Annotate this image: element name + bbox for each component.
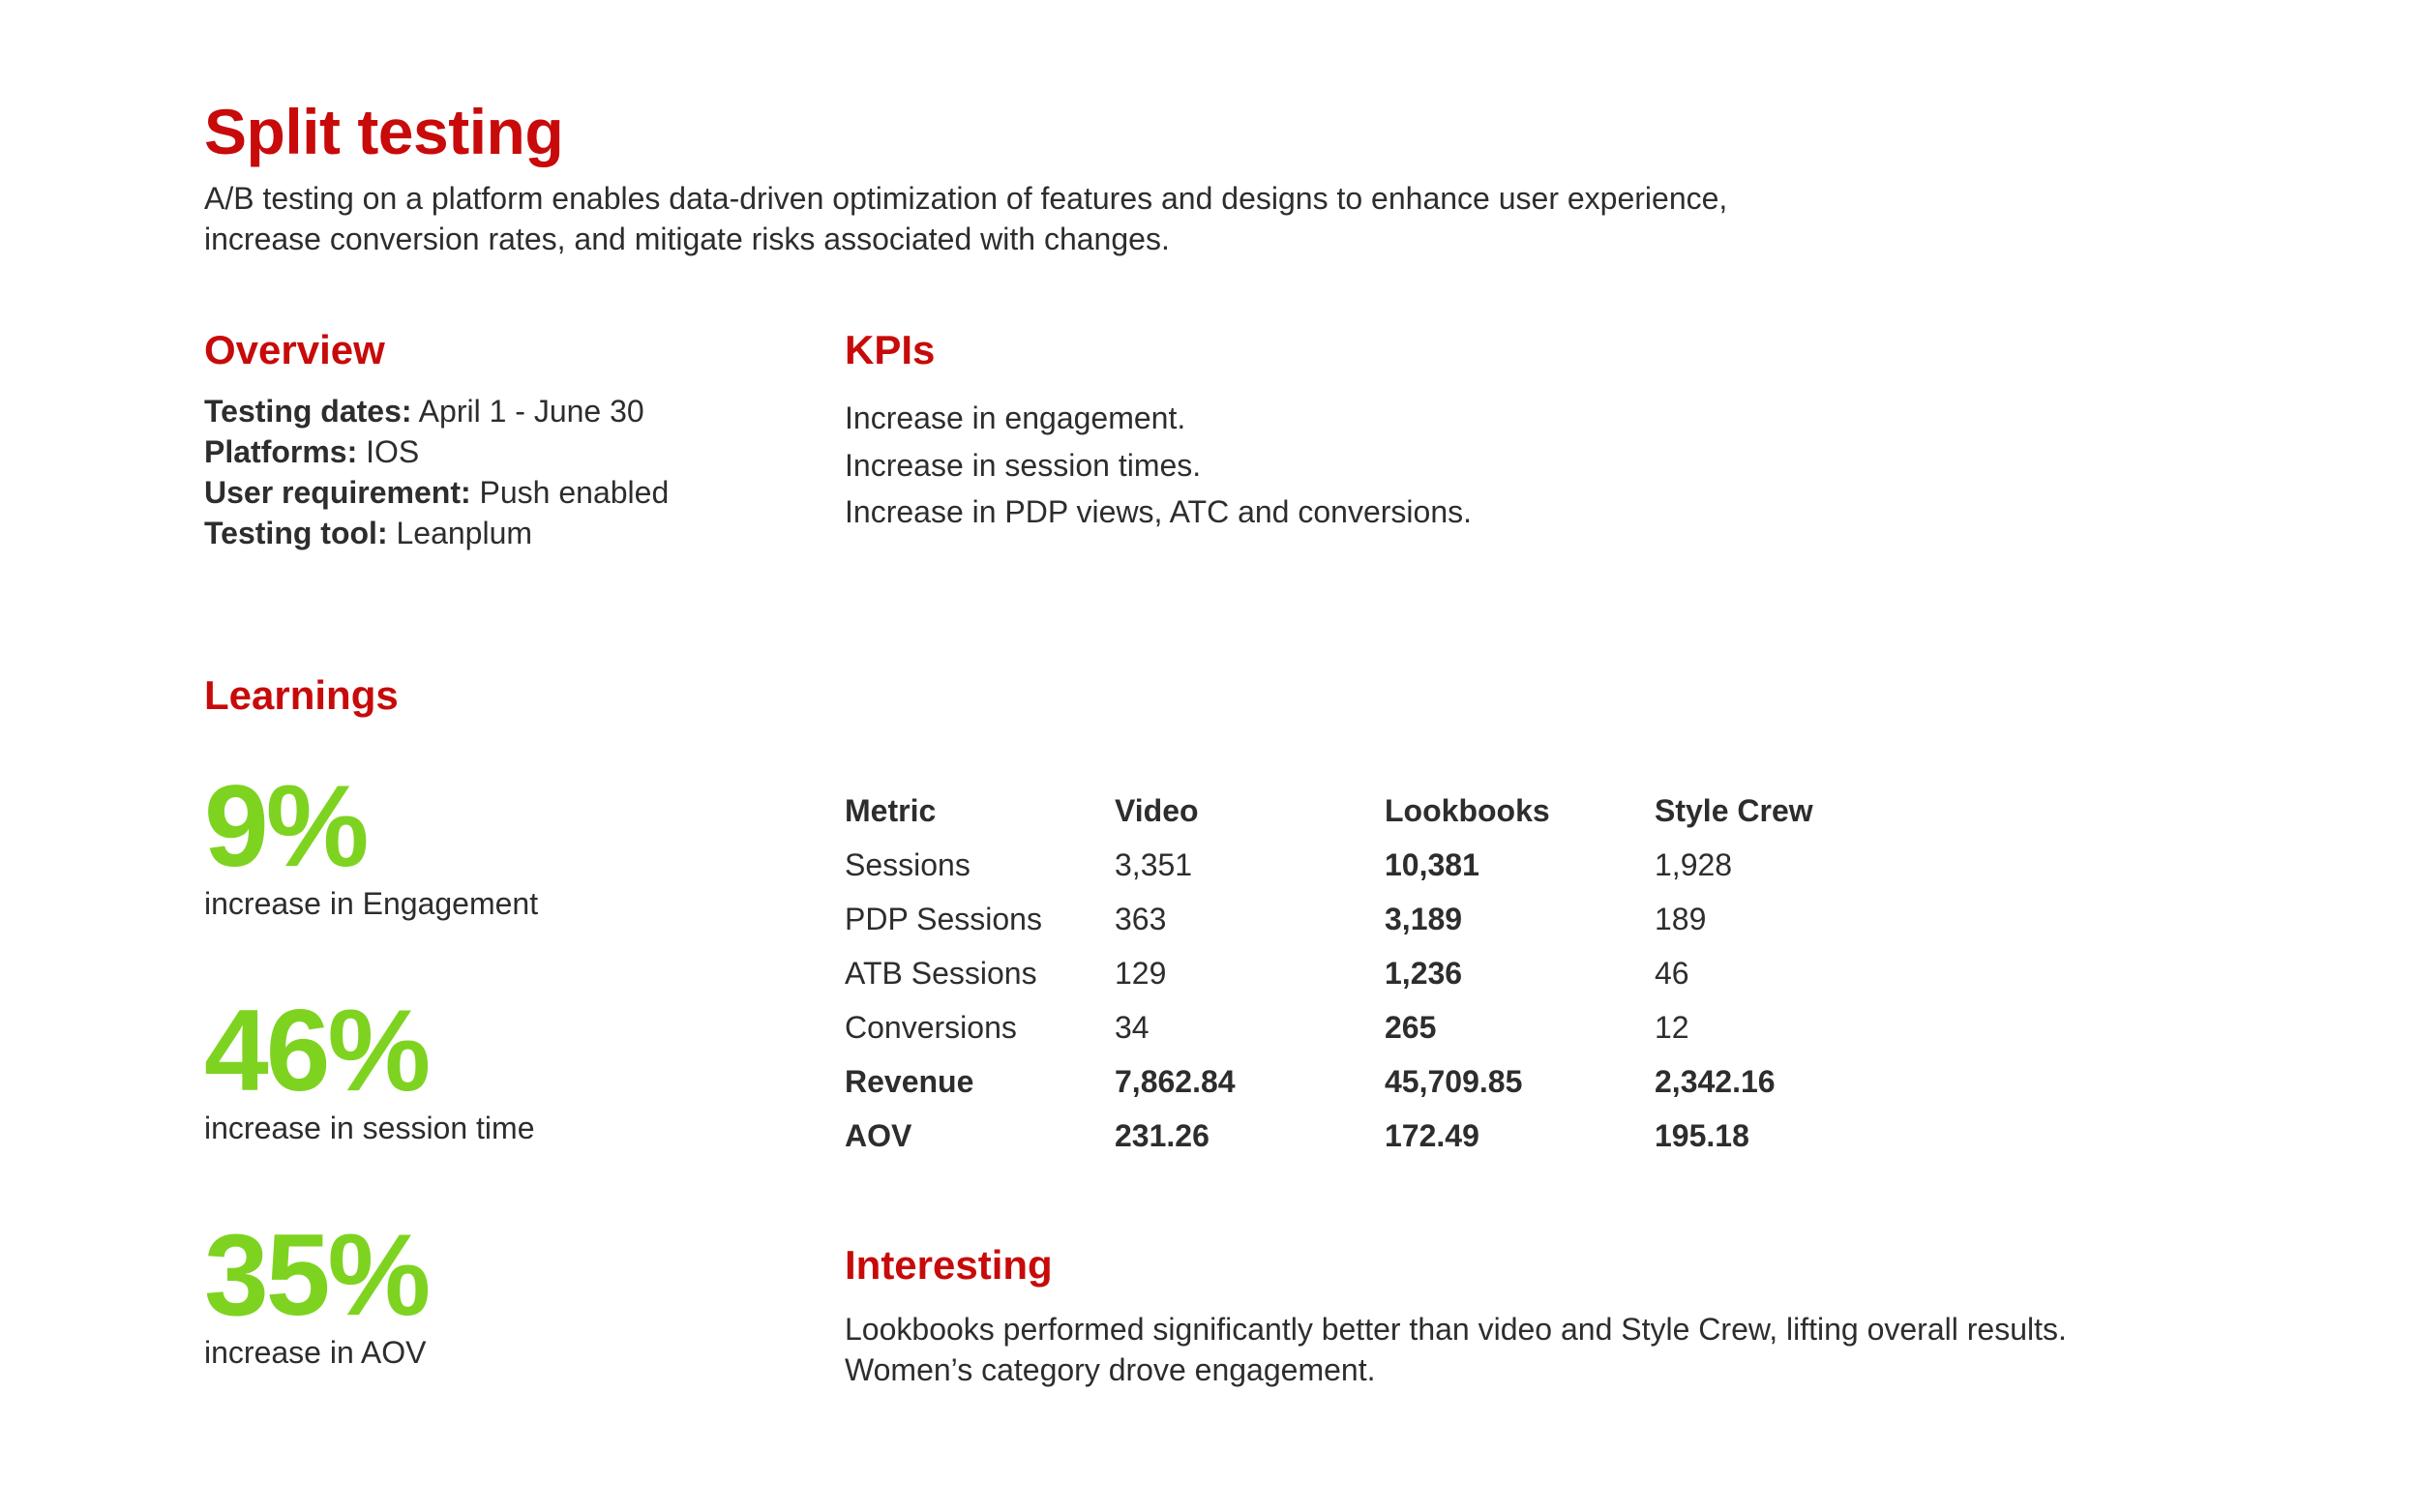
table-cell: 1,928 — [1655, 846, 1733, 882]
stat-aov — [204, 1210, 429, 1372]
stat-caption: increase in AOV — [204, 1335, 427, 1370]
stat-caption: increase in session time — [204, 1111, 535, 1145]
table-header-row — [845, 784, 1887, 838]
overview-value: Push enabled — [470, 475, 670, 510]
table-cell: 231.26 — [1115, 1117, 1210, 1153]
kpi-item: Increase in session times. — [845, 447, 1202, 483]
table-cell: 10,381 — [1385, 846, 1479, 882]
stat-value: 35% — [204, 1210, 429, 1340]
table-cell: 46 — [1655, 955, 1689, 991]
table-cell: 12 — [1655, 1009, 1689, 1045]
stat-session-time — [204, 986, 535, 1147]
column-header: Lookbooks — [1385, 792, 1550, 828]
table-cell: 129 — [1115, 955, 1167, 991]
table-cell: 2,342.16 — [1655, 1063, 1776, 1099]
table-cell: 265 — [1385, 1009, 1437, 1045]
table-cell: Conversions — [845, 1009, 1017, 1045]
table-cell: ATB Sessions — [845, 955, 1037, 991]
stat-caption: increase in Engagement — [204, 886, 539, 921]
interesting-line-1: Lookbooks performed significantly better than video and Style Crew, lifting overall results. — [845, 1312, 2067, 1347]
interesting-heading: Interesting — [845, 1242, 1053, 1288]
table-cell: 1,236 — [1385, 955, 1463, 991]
stat-value: 9% — [204, 761, 367, 891]
overview-item — [204, 431, 669, 472]
stat-value: 46% — [204, 986, 429, 1115]
kpi-item: Increase in engagement. — [845, 400, 1186, 435]
table-cell: PDP Sessions — [845, 901, 1042, 936]
table-row — [845, 1109, 1887, 1163]
metrics-table — [845, 784, 1887, 1163]
kpis-heading: KPIs — [845, 327, 936, 372]
table-cell: AOV — [845, 1117, 912, 1153]
interesting-line-2: Women’s category drove engagement. — [845, 1352, 1376, 1387]
table-cell: Sessions — [845, 846, 971, 882]
table-row — [845, 1000, 1887, 1054]
overview-label: Testing dates: — [204, 394, 412, 429]
intro-line-1: A/B testing on a platform enables data-driven optimization of features and designs to enhance user experience, — [204, 181, 1728, 216]
table-cell: 34 — [1115, 1009, 1150, 1045]
column-header: Video — [1115, 792, 1199, 828]
stat-engagement — [204, 761, 539, 923]
intro-text — [204, 178, 1907, 259]
learnings-heading: Learnings — [204, 672, 399, 718]
overview-label: Testing tool: — [204, 516, 388, 550]
overview-value: April 1 - June 30 — [411, 394, 644, 429]
table-cell: 363 — [1115, 901, 1167, 936]
table-row — [845, 838, 1887, 892]
table-cell: 172.49 — [1385, 1117, 1479, 1153]
overview-item — [204, 472, 669, 513]
overview-heading: Overview — [204, 327, 385, 372]
table-cell: 195.18 — [1655, 1117, 1749, 1153]
overview-item — [204, 513, 669, 553]
overview-value: IOS — [357, 434, 420, 469]
table-cell: Revenue — [845, 1063, 974, 1099]
table-cell: 45,709.85 — [1385, 1063, 1523, 1099]
column-header: Style Crew — [1655, 792, 1813, 828]
table-row — [845, 946, 1887, 1000]
table-cell: 3,351 — [1115, 846, 1193, 882]
column-header: Metric — [845, 792, 937, 828]
table-cell: 7,862.84 — [1115, 1063, 1236, 1099]
table-cell: 189 — [1655, 901, 1707, 936]
table-row — [845, 1054, 1887, 1109]
overview-list — [204, 391, 669, 553]
kpi-item: Increase in PDP views, ATC and conversions. — [845, 494, 1472, 529]
table-cell: 3,189 — [1385, 901, 1463, 936]
overview-label: Platforms: — [204, 434, 358, 469]
overview-value: Leanplum — [387, 516, 533, 550]
interesting-text — [845, 1309, 2296, 1390]
intro-line-2: increase conversion rates, and mitigate risks associated with changes. — [204, 222, 1170, 256]
table-row — [845, 892, 1887, 946]
overview-label: User requirement: — [204, 475, 471, 510]
overview-item — [204, 391, 669, 431]
page-title: Split testing — [204, 96, 564, 167]
kpi-list — [845, 395, 1472, 536]
